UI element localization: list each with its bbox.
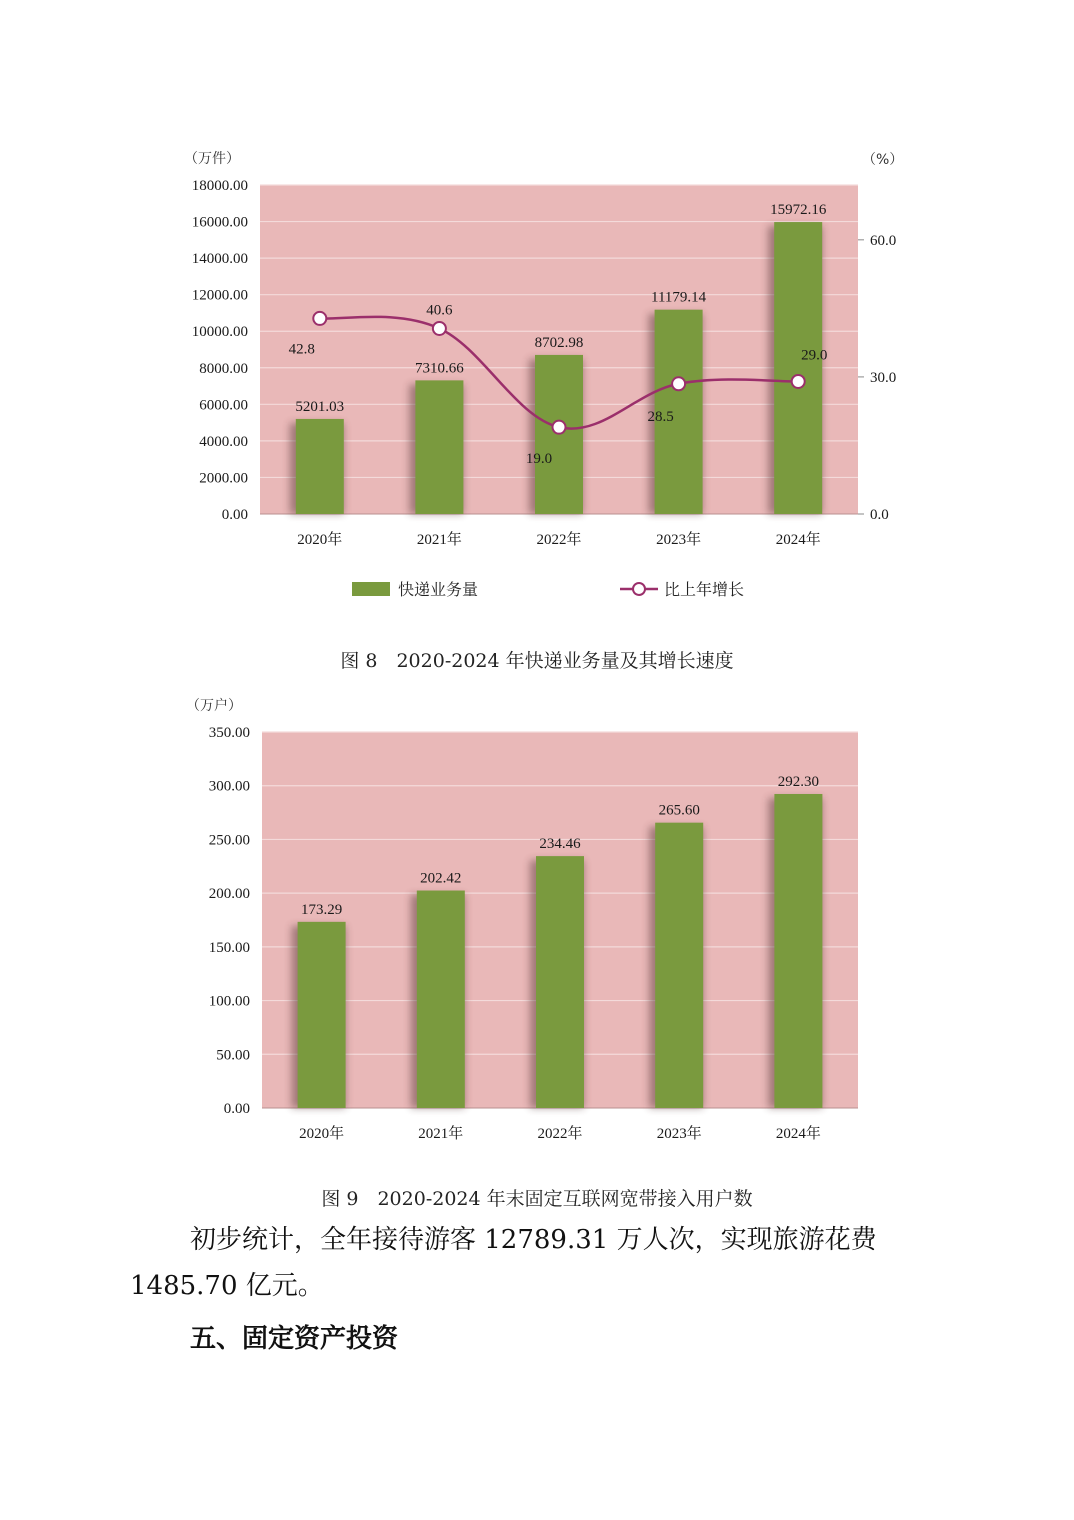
y-tick-label: 4000.00	[199, 433, 248, 450]
x-tick-label: 2020年	[297, 532, 343, 548]
x-tick-label: 2023年	[656, 1126, 702, 1142]
y-tick-label: 150.00	[208, 939, 250, 956]
legend-bar-swatch	[352, 582, 390, 596]
x-tick-label: 2024年	[775, 1126, 821, 1142]
y-tick-label: 0.00	[221, 507, 248, 523]
bar	[536, 856, 584, 1108]
figure-9-broadband-users	[0, 680, 1074, 1220]
y-tick-label: 8000.00	[199, 360, 248, 377]
x-tick-label: 2022年	[536, 532, 582, 548]
legend-bar-label: 快递业务量	[398, 580, 479, 599]
growth-value-label: 40.6	[426, 302, 453, 319]
y2-tick-label: 30.0	[870, 369, 897, 386]
growth-point	[313, 312, 326, 325]
growth-value-label: 29.0	[801, 347, 828, 364]
x-tick-label: 2023年	[656, 532, 702, 548]
y-tick-label: 50.00	[216, 1047, 250, 1064]
bar	[417, 891, 465, 1108]
growth-value-label: 19.0	[525, 451, 553, 468]
y2-tick-label: 60.0	[870, 232, 897, 249]
bar-value-label: 5201.03	[295, 398, 345, 415]
section-heading: 五、固定资产投资	[190, 1324, 399, 1354]
bar-value-label: 7310.66	[415, 360, 464, 377]
y-tick-label: 12000.00	[191, 287, 248, 304]
right-axis-unit: （%）	[862, 152, 904, 168]
bar	[774, 794, 822, 1108]
y-tick-label: 14000.00	[191, 251, 248, 268]
y-tick-label: 200.00	[208, 886, 250, 903]
growth-point	[672, 377, 685, 390]
x-tick-label: 2021年	[416, 532, 462, 548]
left-axis-unit: （万件）	[184, 151, 240, 167]
y-tick-label: 0.00	[223, 1101, 250, 1117]
y-tick-label: 300.00	[208, 778, 250, 795]
growth-point	[553, 421, 566, 434]
x-tick-label: 2022年	[537, 1126, 583, 1142]
bar	[296, 419, 344, 514]
bar-value-label: 292.30	[777, 773, 820, 790]
figure-8-caption: 图 8 2020-2024 年快递业务量及其增长速度	[340, 650, 734, 672]
tourism-paragraph-line-1: 初步统计，全年接待游客 12789.31 万人次，实现旅游花费	[190, 1225, 877, 1255]
bar	[655, 823, 703, 1108]
bar-value-label: 8702.98	[534, 334, 584, 351]
growth-point	[792, 375, 805, 388]
y-tick-label: 10000.00	[191, 324, 248, 341]
x-tick-label: 2020年	[299, 1126, 345, 1142]
growth-value-label: 42.8	[288, 341, 315, 358]
y-tick-label: 6000.00	[199, 397, 248, 414]
growth-point	[433, 322, 446, 335]
left-axis-unit: （万户）	[186, 698, 242, 714]
bar-value-label: 15972.16	[770, 202, 827, 219]
bar-value-label: 173.29	[300, 901, 343, 918]
y-tick-label: 16000.00	[191, 214, 248, 231]
bar-value-label: 11179.14	[651, 289, 707, 306]
bar-value-label: 234.46	[539, 836, 581, 853]
bar-value-label: 265.60	[658, 802, 700, 819]
x-tick-label: 2024年	[775, 532, 821, 548]
y-tick-label: 250.00	[208, 832, 250, 849]
y-tick-label: 350.00	[208, 725, 250, 741]
tourism-paragraph-line-2: 1485.70 亿元。	[130, 1271, 324, 1301]
y-tick-label: 100.00	[208, 993, 250, 1010]
x-tick-label: 2021年	[418, 1126, 464, 1142]
chart-broadband-users	[0, 680, 1074, 1180]
bar	[774, 222, 822, 514]
bar	[298, 922, 346, 1108]
legend-line-marker	[633, 583, 645, 595]
y2-tick-label: 0.0	[870, 507, 889, 523]
figure-8-express-delivery	[0, 0, 1074, 680]
chart-express-delivery	[0, 0, 1074, 640]
growth-value-label: 28.5	[647, 408, 674, 425]
figure-9-caption: 图 9 2020-2024 年末固定互联网宽带接入用户数	[321, 1188, 753, 1210]
y-tick-label: 18000.00	[191, 178, 248, 194]
bar	[415, 380, 463, 514]
bar-value-label: 202.42	[420, 870, 462, 887]
legend-line-label: 比上年增长	[664, 580, 745, 599]
y-tick-label: 2000.00	[199, 470, 248, 487]
